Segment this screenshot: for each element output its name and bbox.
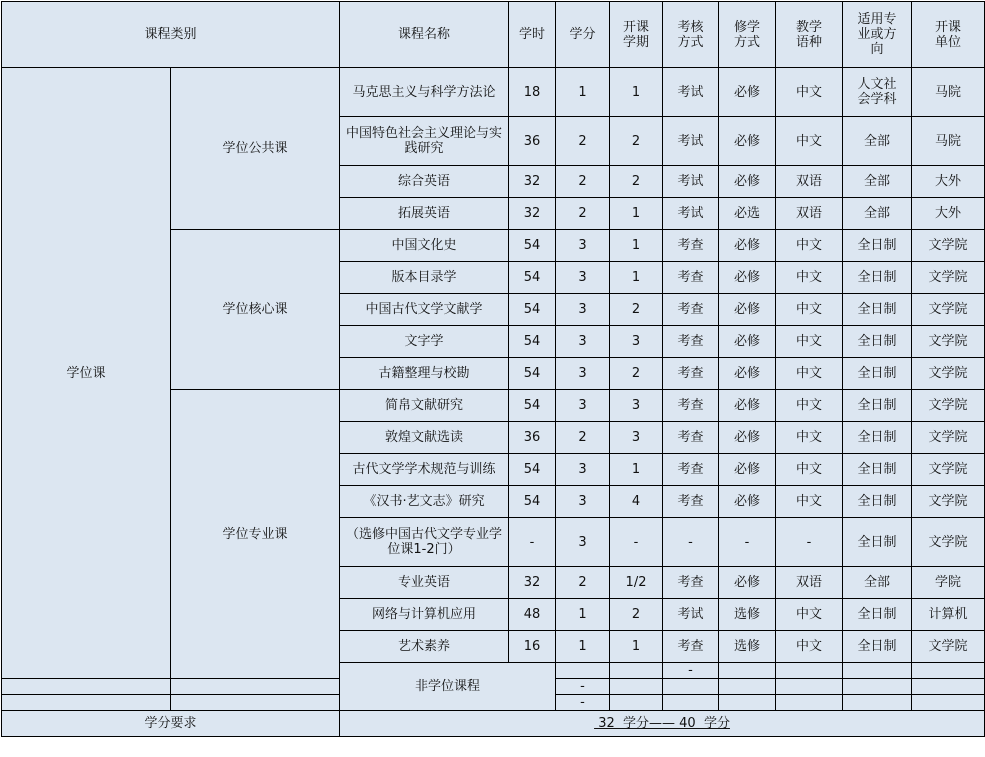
course-hours: 54 <box>509 262 556 294</box>
course-applicable: 全日制 <box>843 358 912 390</box>
course-language: 中文 <box>776 486 843 518</box>
course-mode: 必选 <box>719 198 776 230</box>
course-language: 中文 <box>776 358 843 390</box>
course-credits: 2 <box>556 422 610 454</box>
course-applicable: 全日制 <box>843 599 912 631</box>
course-applicable: 全部 <box>843 117 912 166</box>
course-applicable: 全日制 <box>843 262 912 294</box>
course-assessment: 考查 <box>663 422 719 454</box>
course-hours: 48 <box>509 599 556 631</box>
course-credits: 3 <box>556 390 610 422</box>
course-semester: 1 <box>610 68 663 117</box>
course-assessment: 考试 <box>663 599 719 631</box>
course-assessment: 考查 <box>663 358 719 390</box>
course-language: 中文 <box>776 631 843 663</box>
course-name: 敦煌文献选读 <box>340 422 509 454</box>
course-unit: 大外 <box>912 166 985 198</box>
course-semester: 2 <box>610 294 663 326</box>
non-degree-credit-mark: - <box>663 663 719 679</box>
course-semester: 1/2 <box>610 567 663 599</box>
course-name: 综合英语 <box>340 166 509 198</box>
header-applicable: 适用专 业或方 向 <box>843 2 912 68</box>
credit-requirement-value: 32 学分—— 40 学分 <box>594 716 730 731</box>
course-unit: 马院 <box>912 68 985 117</box>
course-credits: 3 <box>556 262 610 294</box>
non-degree-credit-mark: - <box>556 695 610 711</box>
course-applicable: 全日制 <box>843 486 912 518</box>
course-semester: 1 <box>610 631 663 663</box>
course-semester: 4 <box>610 486 663 518</box>
course-mode: 必修 <box>719 68 776 117</box>
course-credits: 1 <box>556 631 610 663</box>
non-degree-label: 非学位课程 <box>340 663 556 711</box>
course-unit: 文学院 <box>912 358 985 390</box>
course-language: 中文 <box>776 599 843 631</box>
course-hours: 18 <box>509 68 556 117</box>
degree-courses-label: 学位课 <box>2 68 171 679</box>
header-hours: 学时 <box>509 2 556 68</box>
course-credits: 3 <box>556 454 610 486</box>
course-mode: 必修 <box>719 294 776 326</box>
course-unit: 文学院 <box>912 518 985 567</box>
course-language: 中文 <box>776 454 843 486</box>
group-major-courses: 学位专业课 <box>171 390 340 679</box>
course-hours: 54 <box>509 230 556 262</box>
course-semester: 1 <box>610 454 663 486</box>
course-name: 古籍整理与校勘 <box>340 358 509 390</box>
course-mode: 必修 <box>719 567 776 599</box>
course-language: - <box>776 518 843 567</box>
course-mode: 必修 <box>719 454 776 486</box>
course-mode: 必修 <box>719 230 776 262</box>
course-hours: - <box>509 518 556 567</box>
course-credits: 3 <box>556 230 610 262</box>
course-language: 双语 <box>776 198 843 230</box>
course-unit: 文学院 <box>912 422 985 454</box>
course-assessment: 考查 <box>663 230 719 262</box>
course-assessment: 考查 <box>663 390 719 422</box>
course-name: （选修中国古代文学专业学位课1-2门） <box>340 518 509 567</box>
course-unit: 文学院 <box>912 262 985 294</box>
course-name: 古代文学学术规范与训练 <box>340 454 509 486</box>
course-language: 双语 <box>776 567 843 599</box>
course-name: 《汉书·艺文志》研究 <box>340 486 509 518</box>
course-semester: 1 <box>610 262 663 294</box>
course-name: 专业英语 <box>340 567 509 599</box>
course-applicable: 全日制 <box>843 631 912 663</box>
course-hours: 36 <box>509 422 556 454</box>
course-unit: 计算机 <box>912 599 985 631</box>
header-study-mode: 修学 方式 <box>719 2 776 68</box>
course-unit: 文学院 <box>912 486 985 518</box>
course-semester: 2 <box>610 117 663 166</box>
course-mode: 必修 <box>719 117 776 166</box>
course-mode: 选修 <box>719 631 776 663</box>
header-credits: 学分 <box>556 2 610 68</box>
course-unit: 文学院 <box>912 390 985 422</box>
course-language: 中文 <box>776 390 843 422</box>
course-unit: 文学院 <box>912 294 985 326</box>
course-hours: 36 <box>509 117 556 166</box>
course-semester: 3 <box>610 390 663 422</box>
course-mode: 必修 <box>719 422 776 454</box>
credit-requirement-label: 学分要求 <box>2 711 340 737</box>
course-credits: 3 <box>556 358 610 390</box>
course-credits: 2 <box>556 567 610 599</box>
course-credits: 3 <box>556 326 610 358</box>
course-hours: 54 <box>509 486 556 518</box>
course-credits: 1 <box>556 68 610 117</box>
group-public-courses: 学位公共课 <box>171 68 340 230</box>
course-language: 中文 <box>776 230 843 262</box>
table-row <box>2 68 985 117</box>
course-name: 拓展英语 <box>340 198 509 230</box>
course-semester: - <box>610 518 663 567</box>
course-applicable: 全日制 <box>843 390 912 422</box>
course-credits: 3 <box>556 486 610 518</box>
course-hours: 16 <box>509 631 556 663</box>
course-name: 艺术素养 <box>340 631 509 663</box>
course-applicable: 人文社 会学科 <box>843 68 912 117</box>
course-hours: 54 <box>509 454 556 486</box>
course-assessment: 考试 <box>663 198 719 230</box>
course-mode: 必修 <box>719 262 776 294</box>
course-credits: 2 <box>556 166 610 198</box>
header-row <box>2 2 985 68</box>
course-name: 版本目录学 <box>340 262 509 294</box>
header-category: 课程类别 <box>2 2 340 68</box>
course-unit: 大外 <box>912 198 985 230</box>
course-hours: 32 <box>509 198 556 230</box>
course-unit: 学院 <box>912 567 985 599</box>
course-name: 中国古代文学文献学 <box>340 294 509 326</box>
course-assessment: 考试 <box>663 68 719 117</box>
course-applicable: 全日制 <box>843 230 912 262</box>
course-credits: 3 <box>556 518 610 567</box>
course-language: 中文 <box>776 422 843 454</box>
header-assessment: 考核 方式 <box>663 2 719 68</box>
course-semester: 2 <box>610 599 663 631</box>
course-name: 马克思主义与科学方法论 <box>340 68 509 117</box>
course-semester: 1 <box>610 230 663 262</box>
course-assessment: 考查 <box>663 262 719 294</box>
course-name: 中国特色社会主义理论与实践研究 <box>340 117 509 166</box>
course-hours: 54 <box>509 358 556 390</box>
header-unit: 开课 单位 <box>912 2 985 68</box>
header-semester: 开课 学期 <box>610 2 663 68</box>
course-hours: 54 <box>509 326 556 358</box>
course-hours: 54 <box>509 390 556 422</box>
course-unit: 文学院 <box>912 230 985 262</box>
course-mode: - <box>719 518 776 567</box>
course-unit: 马院 <box>912 117 985 166</box>
course-unit: 文学院 <box>912 454 985 486</box>
course-assessment: 考查 <box>663 567 719 599</box>
course-unit: 文学院 <box>912 326 985 358</box>
course-assessment: 考查 <box>663 631 719 663</box>
course-hours: 32 <box>509 567 556 599</box>
course-language: 中文 <box>776 68 843 117</box>
course-hours: 54 <box>509 294 556 326</box>
course-semester: 2 <box>610 358 663 390</box>
course-language: 中文 <box>776 117 843 166</box>
course-language: 中文 <box>776 326 843 358</box>
course-applicable: 全日制 <box>843 454 912 486</box>
course-assessment: 考查 <box>663 294 719 326</box>
course-language: 中文 <box>776 294 843 326</box>
course-applicable: 全部 <box>843 166 912 198</box>
credit-requirement-row <box>2 711 985 737</box>
course-mode: 选修 <box>719 599 776 631</box>
course-applicable: 全部 <box>843 198 912 230</box>
course-assessment: - <box>663 518 719 567</box>
course-credits: 2 <box>556 198 610 230</box>
course-applicable: 全日制 <box>843 518 912 567</box>
course-mode: 必修 <box>719 358 776 390</box>
course-applicable: 全日制 <box>843 326 912 358</box>
course-mode: 必修 <box>719 486 776 518</box>
course-applicable: 全日制 <box>843 422 912 454</box>
course-semester: 2 <box>610 166 663 198</box>
course-credits: 1 <box>556 599 610 631</box>
course-assessment: 考试 <box>663 166 719 198</box>
course-name: 简帛文献研究 <box>340 390 509 422</box>
course-credits: 2 <box>556 117 610 166</box>
course-mode: 必修 <box>719 326 776 358</box>
curriculum-table <box>1 1 985 737</box>
header-language: 教学 语种 <box>776 2 843 68</box>
header-course-name: 课程名称 <box>340 2 509 68</box>
course-semester: 1 <box>610 198 663 230</box>
course-language: 中文 <box>776 262 843 294</box>
course-assessment: 考查 <box>663 326 719 358</box>
course-hours: 32 <box>509 166 556 198</box>
course-name: 文字学 <box>340 326 509 358</box>
course-assessment: 考试 <box>663 117 719 166</box>
course-name: 网络与计算机应用 <box>340 599 509 631</box>
course-assessment: 考查 <box>663 486 719 518</box>
course-semester: 3 <box>610 326 663 358</box>
course-credits: 3 <box>556 294 610 326</box>
course-unit: 文学院 <box>912 631 985 663</box>
course-language: 双语 <box>776 166 843 198</box>
course-name: 中国文化史 <box>340 230 509 262</box>
group-core-courses: 学位核心课 <box>171 230 340 390</box>
course-assessment: 考查 <box>663 454 719 486</box>
course-semester: 3 <box>610 422 663 454</box>
course-mode: 必修 <box>719 390 776 422</box>
course-applicable: 全日制 <box>843 294 912 326</box>
non-degree-credit-mark: - <box>556 679 610 695</box>
course-applicable: 全部 <box>843 567 912 599</box>
course-mode: 必修 <box>719 166 776 198</box>
